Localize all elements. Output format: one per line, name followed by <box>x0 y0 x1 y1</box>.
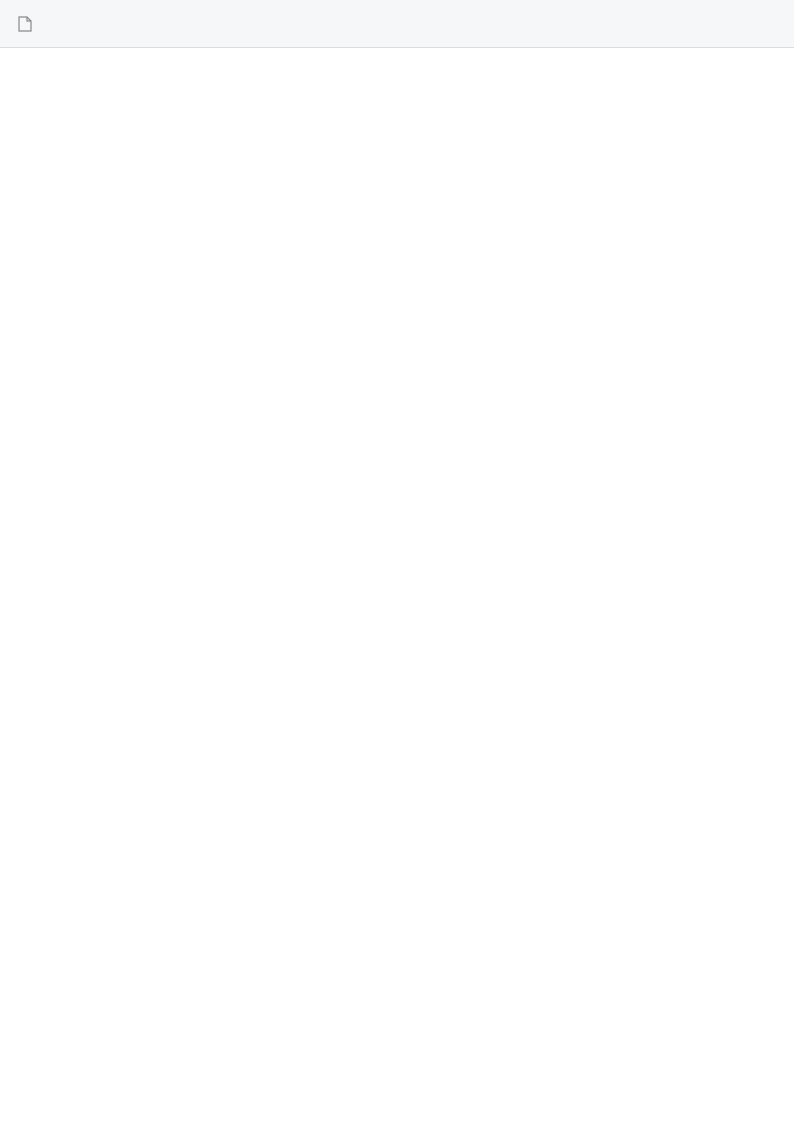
page-header <box>0 0 794 48</box>
document-icon <box>16 15 34 33</box>
main-content <box>0 48 794 1123</box>
